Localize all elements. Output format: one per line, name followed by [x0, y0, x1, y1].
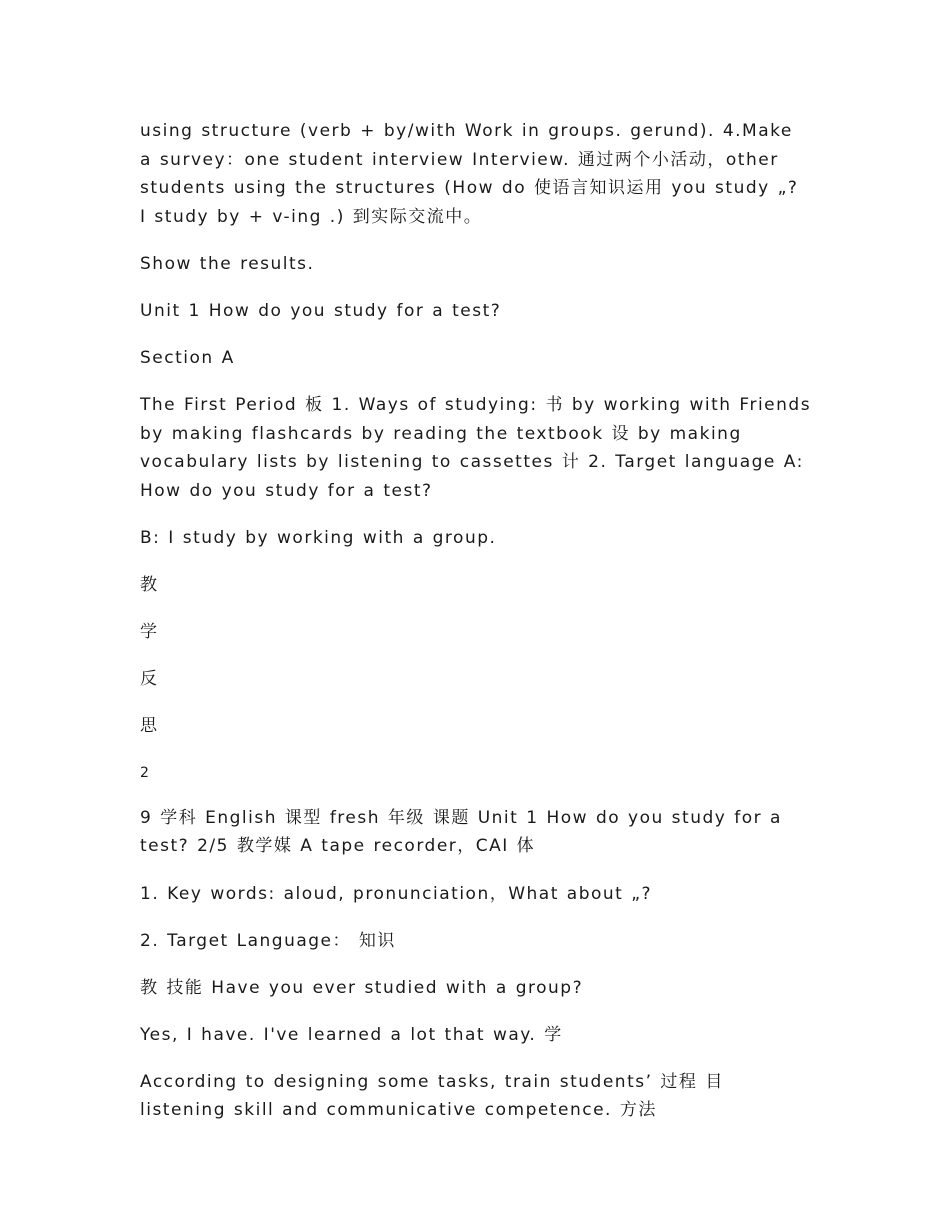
- reflection-char-3: 反: [140, 669, 159, 689]
- paragraph-skill-answer: Yes, I have. I've learned a lot that way. 学: [140, 1024, 563, 1045]
- paragraph-key-words: 1. Key words: aloud, pronunciation，What about „?: [140, 883, 653, 904]
- unit-title: Unit 1 How do you study for a test?: [140, 301, 502, 321]
- paragraph-target-language: 2. Target Language： 知识: [140, 930, 396, 951]
- page-number: 2: [140, 765, 149, 781]
- document-body: [140, 117, 812, 1144]
- paragraph-lesson-info: 9 学科 English 课型 fresh 年级 课题 Unit 1 How do you study for a test? 2/5 教学媒 A tape recorder，CAI 体: [140, 807, 782, 856]
- reflection-char-1: 教: [140, 575, 159, 595]
- paragraph-first-period: The First Period 板 1. Ways of studying: 书 by working with Friends by making flashcards by reading the textbook 设 by making vocabulary lists by listening to cassettes 计 2. Target language A: How do you study for a test?: [140, 395, 812, 501]
- paragraph-target-answer: B: I study by working with a group.: [140, 528, 497, 548]
- paragraph-show-results: Show the results.: [140, 254, 315, 274]
- paragraph-survey-activity: using structure (verb + by/with Work in groups. gerund). 4.Make a survey：one student interview Interview. 通过两个小活动，other students using the structures (How do 使语言知识运用 you study „? I study by + v-ing .) 到实际交流中。: [140, 121, 799, 227]
- reflection-char-2: 学: [140, 622, 159, 642]
- paragraph-skill-question: 教 技能 Have you ever studied with a group?: [140, 977, 584, 998]
- paragraph-process-method: According to designing some tasks, train students’ 过程 目 listening skill and communicative competence. 方法: [140, 1071, 724, 1120]
- section-heading: Section A: [140, 348, 235, 368]
- reflection-char-4: 思: [140, 716, 159, 736]
